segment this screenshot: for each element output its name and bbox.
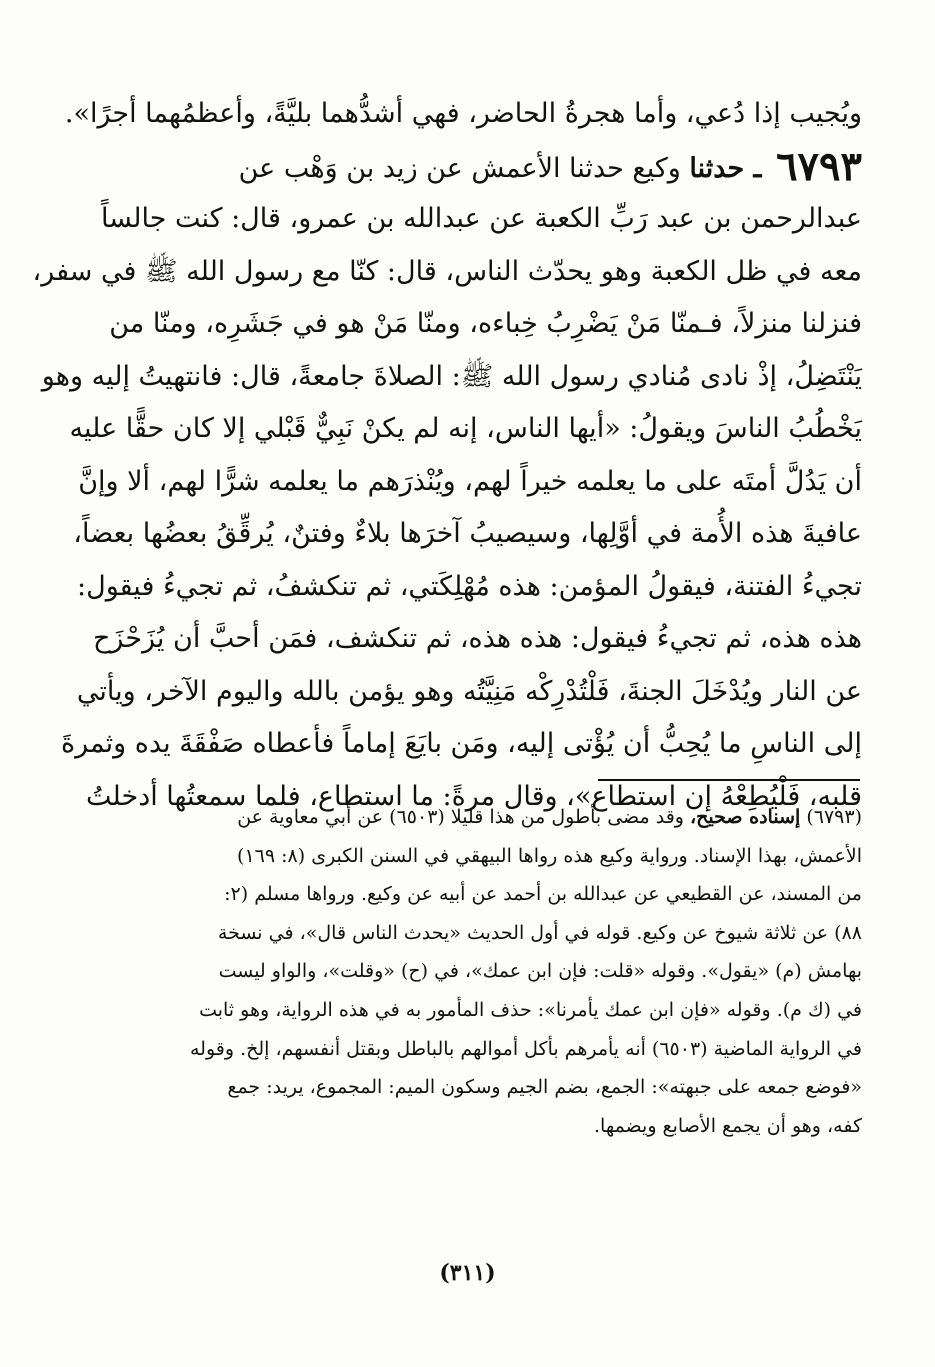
text-line: فنزلنا منزلاً، فـمنّا مَنْ يَضْرِبُ خِباءه، ومنّا مَنْ هو في جَشَرِه، ومنّا من (109, 308, 862, 339)
text-line: ويُجيب إذا دُعي، وأما هجرةُ الحاضر، فهي أشدُّهما بليَّةً، وأعظمُهما أجرًا». (64, 98, 862, 129)
text-line: أن يَدُلَّ أمتَه على ما يعلمه خيراً لهم، ويُنْذرَهم ما يعلمه شرًّا لهم، ألا وإنَّ (78, 465, 862, 497)
text-line: يَنْتَضِلُ، إذْ نادى مُنادي رسول الله ﷺ: الصلاةَ جامعةً، قال: فانتهيتُ إليه وهو (41, 360, 862, 392)
text-line: عافيةَ هذه الأُمة في أوَّلِها، وسيصيبُ آخرَها بلاءٌ وفتنٌ، يُرقِّقُ بعضُها بعضاً، (73, 518, 862, 549)
footnote-line: بهامش (م) «يقول». وقوله «قلت: فإن ابن عمك»، في (ح) «وقلت»، والواو ليست (218, 960, 862, 983)
footnote-line: في الرواية الماضية (٦٥٠٣) أنه يأمرهم بأكل أموالهم بالباطل وبقتل أنفسهم، إلخ. وقوله (189, 1037, 862, 1060)
footnote-line: ٨٨) عن ثلاثة شيوخ عن وكيع. قوله في أول الحديث «يحدث الناس قال»، في نسخة (217, 921, 862, 944)
hadith-lead: ـ حدثنا (689, 152, 762, 184)
text-line: قلبه، فَلْيُطِعْهُ إن استطاع»، وقال مرةً: ما استطاع، فلما سمعتُها أدخلتُ (86, 780, 862, 812)
text-line: إلى الناسِ ما يُحِبُّ أن يُؤْتى إليه، ومَن بايَعَ إماماً فأعطاه صَفْقَةَ يده وثمرةَ (61, 728, 862, 759)
text-line: يَخْطُبُ الناسَ ويقولُ: «أيها الناس، إنه لم يكنْ نَبِيٌّ قَبْلي إلا كان حقًّا عليه (69, 413, 862, 444)
page-number: (٣١١) (439, 1260, 496, 1286)
text-line: تجيءُ الفتنة، فيقولُ المؤمن: هذه مُهْلِكَتي، ثم تنكشفُ، ثم تجيءُ فيقول: (76, 570, 862, 602)
text-line: هذه هذه، ثم تجيءُ فيقول: هذه هذه، ثم تنكشف، فمَن أحبَّ أن يُزَحْزَح (93, 623, 862, 654)
hadith-first-line-rest: وكيع حدثنا الأعمش عن زيد بن وَهْب عن (238, 152, 681, 184)
footnote-line: الأعمش، بهذا الإسناد. ورواية وكيع هذه رواها البيهقي في السنن الكبرى (٨: ١٦٩) (237, 844, 862, 867)
text-line: عن النار ويُدْخَلَ الجنةَ، فَلْتُدْرِكْه مَنِيَّتُه وهو يؤمن بالله واليوم الآخر، ويأتي (76, 675, 862, 707)
footnote-line: في (ك م). وقوله «فإن ابن عمك يأمرنا»: حذف المأمور به في هذه الرواية، وهو ثابت (199, 998, 862, 1021)
main-text (32, 88, 862, 823)
footnote-first-line (150, 798, 862, 837)
footnote-divider (598, 779, 860, 781)
footnote-line: «فوضع جمعه على جبهته»: الجمع، بضم الجيم وسكون الميم: المجموع، يريد: جمع (227, 1076, 862, 1099)
footnote-line: من المسند، عن القطيعي عن عبدالله بن أحمد عن أبيه عن وكيع. ورواها مسلم (٢: (224, 883, 862, 906)
text-line: عبدالرحمن بن عبد رَبِّ الكعبة عن عبدالله بن عمرو، قال: كنت جالساً (100, 203, 862, 234)
hadith-heading-line (150, 141, 862, 194)
footnote-ref-label: إسناده صحيح، (690, 806, 801, 828)
footnote-ref-number: (٦٧٩٣) (806, 806, 862, 828)
footnote-line: كفه، وهو أن يجمع الأصابع ويضمها. (593, 1114, 862, 1137)
hadith-number: ٦٧٩٣ (776, 142, 862, 190)
footnote-section (150, 798, 862, 1145)
footnote-first-line-rest: وقد مضى بأطول من هذا قليلا (٦٥٠٣) عن أبي معاوية عن (237, 806, 684, 828)
text-line: معه في ظل الكعبة وهو يحدّث الناس، قال: كنّا مع رسول الله ﷺ في سفر، (32, 255, 862, 287)
